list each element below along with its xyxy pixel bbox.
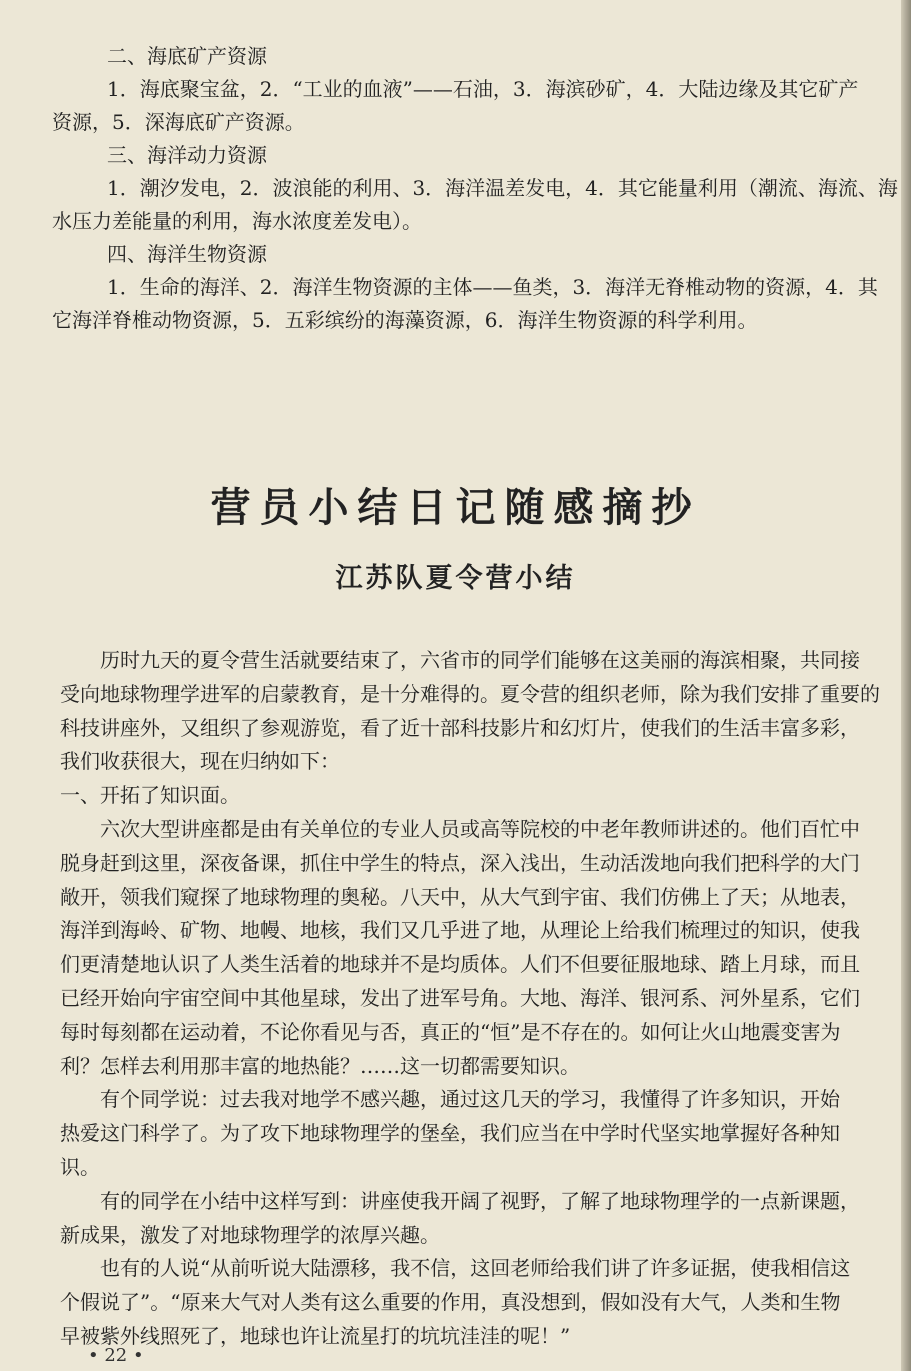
body-line: 新成果，激发了对地球物理学的浓厚兴趣。 [60,1222,440,1247]
body-line: 们更清楚地认识了人类生活着的地球并不是均质体。人们不但要征服地球、踏上月球，而且 [60,952,860,977]
body-line: 热爱这门科学了。为了攻下地球物理学的堡垒，我们应当在中学时代坚实地掌握好各种知 [60,1121,840,1146]
body-line: 每时每刻都在运动着，不论你看见与否，真正的“恒”是不存在的。如何让火山地震变害为 [60,1019,841,1044]
page-number: • 22 • [88,1345,144,1366]
resource-outline [52,40,902,337]
page-edge-shadow [901,0,911,1371]
body-line: 敞开，领我们窥探了地球物理的奥秘。八天中，从大气到宇宙、我们仿佛上了天；从地表， [60,884,860,909]
body-subheading: 一、开拓了知识面。 [60,783,240,808]
body-line: 六次大型讲座都是由有关单位的专业人员或高等院校的中老年教师讲述的。他们百忙中 [100,816,860,841]
body-line: 有个同学说：过去我对地学不感兴趣，通过这几天的学习，我懂得了许多知识，开始 [100,1087,840,1112]
body-line: 受向地球物理学进军的启蒙教育，是十分难得的。夏令营的组织老师，除为我们安排了重要的 [60,681,880,706]
outline-line: 1．潮汐发电，2．波浪能的利用、3．海洋温差发电，4．其它能量利用（潮流、海流、海 [107,176,898,200]
outline-line: 它海洋脊椎动物资源，5．五彩缤纷的海藻资源，6．海洋生物资源的科学利用。 [52,308,758,332]
body-line: 科技讲座外，又组织了参观游览，看了近十部科技影片和幻灯片，使我们的生活丰富多彩， [60,715,860,740]
body-line: 利？怎样去利用那丰富的地热能？……这一切都需要知识。 [60,1053,580,1078]
article-title: 营员小结日记随感摘抄 [210,484,701,531]
body-line: 海洋到海岭、矿物、地幔、地核，我们又几乎进了地，从理论上给我们梳理过的知识，使我 [60,918,860,943]
outline-line: 水压力差能量的利用，海水浓度差发电）。 [52,209,422,233]
article-body [60,644,902,1354]
body-line: 我们收获很大，现在归纳如下： [60,749,340,774]
body-line: 历时九天的夏令营生活就要结束了，六省市的同学们能够在这美丽的海滨相聚，共同接 [100,648,860,672]
body-line: 早被紫外线照死了，地球也许让流星打的坑坑洼洼的呢！” [60,1323,571,1348]
body-line: 有的同学在小结中这样写到：讲座使我开阔了视野，了解了地球物理学的一点新课题， [100,1188,860,1213]
section-heading: 三、海洋动力资源 [107,143,267,167]
article-subtitle: 江苏队夏令营小结 [335,563,576,594]
outline-line: 1．海底聚宝盆，2．“工业的血液”——石油，3．海滨砂矿，4．大陆边缘及其它矿产 [107,77,859,101]
section-heading: 四、海洋生物资源 [107,242,267,266]
body-line: 识。 [60,1154,100,1179]
body-line: 个假说了”。“原来大气对人类有这么重要的作用，真没想到，假如没有大气，人类和生物 [60,1290,841,1315]
section-heading: 二、海底矿产资源 [107,44,267,68]
outline-line: 资源，5．深海底矿产资源。 [52,110,305,134]
body-line: 脱身赶到这里，深夜备课，抓住中学生的特点，深入浅出，生动活泼地向我们把科学的大门 [60,850,860,875]
body-line: 也有的人说“从前听说大陆漂移，我不信，这回老师给我们讲了许多证据，使我相信这 [100,1256,851,1281]
body-line: 已经开始向宇宙空间中其他星球，发出了进军号角。大地、海洋、银河系、河外星系，它们 [60,985,860,1010]
outline-line: 1．生命的海洋、2．海洋生物资源的主体——鱼类，3．海洋无脊椎动物的资源，4．其 [107,275,878,299]
